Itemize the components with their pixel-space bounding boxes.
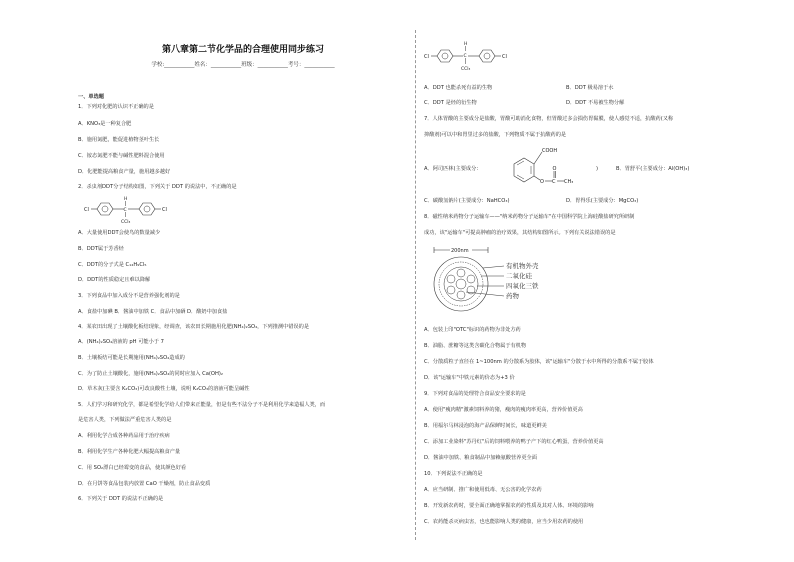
ddt-h: H: [124, 197, 128, 202]
q3-stem: 3．下列食品中加入成分不是营养强化剂的是: [78, 293, 180, 299]
ddt-c: C: [123, 208, 127, 213]
carrier-label-silica: 二氧化硅: [506, 272, 532, 280]
q8-stem-line1: 8．磁性纳米药物分子运输车——"纳米药物分子运输车"在中国科学院上海硅酸盐研究所研制: [424, 214, 635, 220]
q7-option-d: D．胃得乐(主要成分：MgCO₃): [566, 198, 639, 204]
q1-option-a: A．KNO₃是一种复合肥: [78, 121, 132, 127]
q9-option-b: B．用福尔马林浸泡的海产品保鲜时间长，味道更鲜美: [424, 423, 547, 429]
ddt-structure-q2: [84, 194, 184, 226]
student-info-line: 学校:___________姓名：___________班级：___________考号：___________: [151, 62, 335, 68]
q2-option-d: D．DDT的性质稳定且难以降解: [78, 277, 151, 283]
section-heading: 一、单选题: [78, 94, 104, 100]
ddt-cl-left: Cl: [84, 207, 89, 213]
q8-option-c: C．分散质粒子直径在 1~100nm 的分散系为胶体，该"运输车"分散于水中所得的分散系不属于胶体: [424, 359, 654, 365]
q10-stem: 10．下列说法不正确的是: [424, 471, 483, 477]
q5-option-a: A．利用化学合成各种药品用于治疗疾病: [78, 433, 170, 439]
q10-option-c: C．农药能杀灭病虫害，也也能影响人类的健康，应当少用农药的使用: [424, 519, 584, 525]
aspirin-c: C: [552, 179, 556, 185]
q9-option-d: D．酱油中加铁、粮食制品中加赖氨酸营养更全面: [424, 455, 537, 461]
q6-stem: 6．下列关于 DDT 的说法不正确的是: [78, 496, 164, 502]
ddt6-h: H: [464, 42, 468, 47]
ddt6-cl-right: Cl: [502, 54, 507, 60]
q7-stem-line1: 7．人体胃酸的主要成分是盐酸，胃酸可助消化食物，但胃酸过多会损伤胃黏膜，使人感觉不适，抗酸药(又称: [424, 116, 674, 122]
q5-stem-line2: 是危害人类，下列做法严重危害人类的是: [78, 417, 172, 423]
q9-option-c: C．添加工业染料"苏丹红"后的饲料喂养的鸭子产下的红心鸭蛋，营养价值更高: [424, 439, 604, 445]
q5-stem-line1: 5．人们学习和研究化学，都是希望化学给人们带来正能量，但是有些不法分子不是利用化学来造福人类，而: [78, 402, 326, 408]
q8-option-d: D．该"运输车"中铁元素的价态为+3 价: [424, 375, 515, 381]
ddt6-ccl3: CCl₃: [461, 67, 471, 72]
q6-option-c: C．DDT 是烃的衍生物: [424, 100, 477, 106]
q8-option-a: A．包装上印"OTC"标识的药物为非处方药: [424, 327, 521, 333]
ddt-ccl3: CCl₃: [121, 220, 131, 225]
q6-option-b: B．DDT 极易溶于水: [566, 85, 614, 91]
left-column: [78, 0, 408, 562]
q2-option-a: A．大量使用DDT会使鸟的数量减少: [78, 230, 161, 236]
aspirin-o2: O: [552, 166, 557, 172]
aspirin-cooh: COOH: [542, 148, 558, 154]
q6-option-a: A．DDT 也能杀死有益的生物: [424, 85, 493, 91]
q8-option-b: B．油脂、蔗糖等这类含碳化合物属于有机物: [424, 343, 527, 349]
ddt6-cl-left: Cl: [424, 54, 429, 60]
q1-option-c: C．铵态氮肥不能与碱性肥料混合使用: [78, 153, 165, 159]
aspirin-o: O: [540, 179, 544, 185]
q1-option-d: D．化肥能提高粮食产量，施用越多越好: [78, 169, 171, 175]
carrier-size-label: 200nm: [451, 248, 469, 254]
q8-stem-line2: 成功，该"运输车"可提高肿瘤的治疗效果，其结构如图所示。下列有关说法错误的是: [424, 230, 616, 236]
ddt6-c: C: [463, 54, 467, 59]
q7-stem-line2: 抑酸剂)可以中和胃里过多的盐酸，下列物质不属于抗酸药的是: [424, 132, 567, 138]
q7-option-a: A．阿司匹林(主要成分：: [424, 166, 482, 172]
q1-stem: 1．下列对化肥的认识不正确的是: [78, 104, 154, 110]
carrier-label-shell: 有机物外壳: [506, 262, 539, 270]
q4-option-a: A．(NH₄)₂SO₄溶液的 pH 可能小于 7: [78, 339, 164, 345]
q2-option-b: B．DDT属于芳香烃: [78, 246, 124, 252]
ddt-structure-q6: [424, 38, 524, 82]
q7-option-b: B．胃舒平(主要成分：Al(OH)₃): [616, 166, 690, 172]
q2-option-c: C．DDT的分子式是 C₁₄H₉Cl₅: [78, 262, 147, 268]
q7-option-c: C．碳酸氢钠片(主要成分：NaHCO₃): [424, 198, 510, 204]
carrier-label-drug: 药物: [506, 292, 519, 300]
q5-option-c: C．用 SO₂漂白已经霉变的食品，使其颜色好看: [78, 465, 187, 471]
q7-option-a-close: ): [596, 166, 599, 172]
q10-option-a: A．应当研制、推广和使用低毒、无公害的化学农药: [424, 487, 542, 493]
q3-options: A．食盐中加碘 B．酱油中加铁 C．食品中加硒 D．酸奶中加食盐: [78, 309, 228, 315]
ddt-cl-right: Cl: [162, 207, 167, 213]
nano-carrier-diagram: [428, 244, 578, 322]
q9-stem: 9．下列对食品的处理符合食品安全要求的是: [424, 391, 526, 397]
q4-stem: 4．某农田出现了土壤酸化板结现象，经调查，该农田长期施用化肥(NH₄)₂SO₄，下列推测中错误的是: [78, 324, 310, 330]
q1-option-b: B．施用氮肥，能促进植物茎叶生长: [78, 137, 160, 143]
q5-option-b: B．利用化学生产各种化肥大幅提高粮食产量: [78, 449, 181, 455]
q4-option-c: C．为了防止土壤酸化，施用(NH₄)₂SO₄的同时应加入 Ca(OH)₂: [78, 371, 224, 377]
aspirin-structure: [504, 144, 599, 194]
q6-option-d: D．DDT 不易被生物分解: [566, 100, 625, 106]
q4-option-d: D．草木灰(主要含 K₂CO₃)可改良酸性土壤，说明 K₂CO₃的溶液可能呈碱性: [78, 386, 250, 392]
carrier-label-fe3o4: 四氧化三铁: [506, 282, 539, 290]
column-divider: [415, 30, 416, 540]
q2-stem: 2．杀虫剂DDT分子结构如图，下列关于 DDT 的说法中，不正确的是: [78, 184, 237, 190]
aspirin-ch3: CH₃: [564, 179, 574, 185]
right-column: [424, 0, 744, 562]
q9-option-a: A．使用"瘦肉精"激素饲料养的猪，瘦肉的瘦肉率更高，营养价值更高: [424, 407, 583, 413]
q5-option-d: D．在月饼等食品包装内放置 CaO 干燥剂，防止食品变质: [78, 481, 211, 487]
q10-option-b: B．开发新农药时，要全面正确地掌握农药的性质及其对人体、环境的影响: [424, 503, 594, 509]
page-title: 第八章第二节化学品的合理使用同步练习: [161, 45, 324, 55]
q4-option-b: B．土壤板结可能是长期施用(NH₄)₂SO₄造成的: [78, 355, 185, 361]
